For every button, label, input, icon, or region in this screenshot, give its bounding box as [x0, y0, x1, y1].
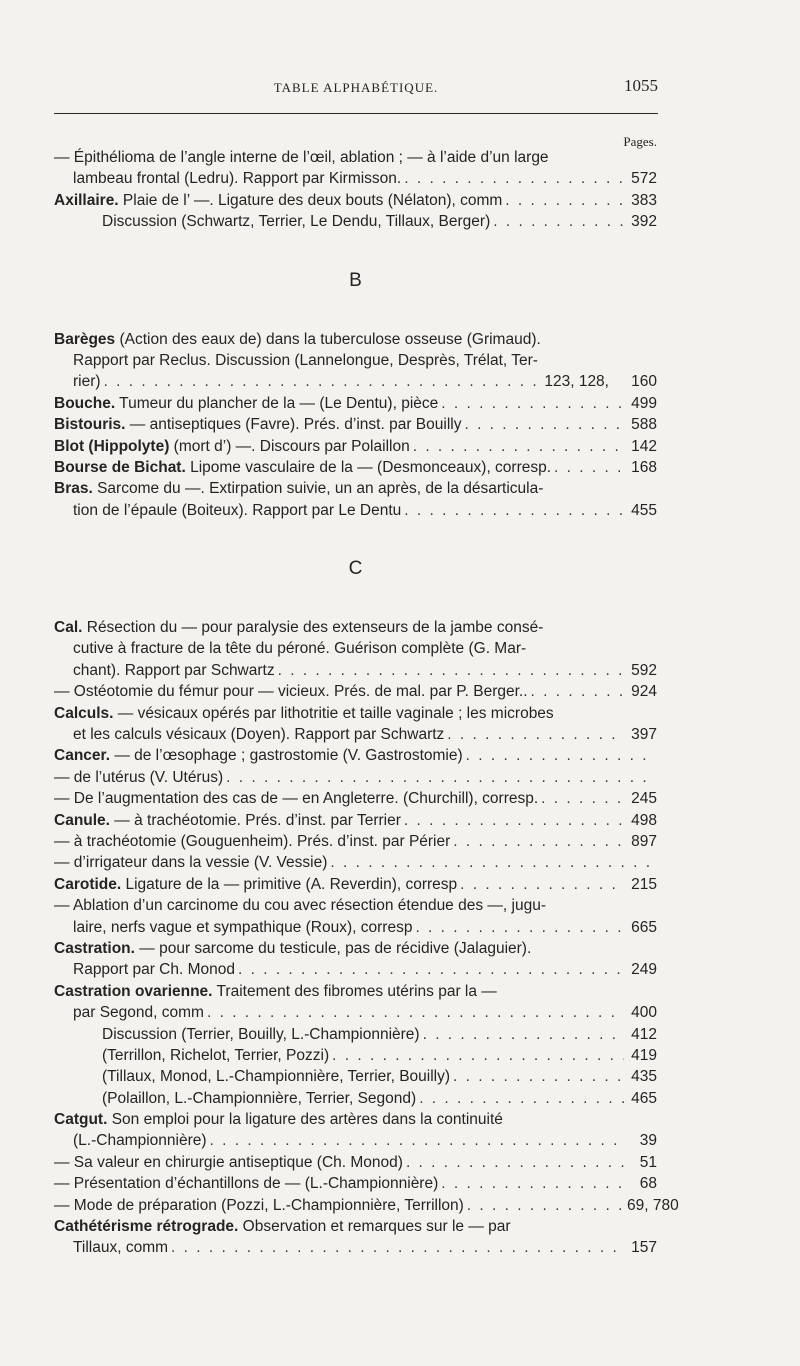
line-text: Cancer. — de l’œsophage ; gastrostomie (V. Gastrostomie): [54, 747, 463, 765]
line-text: Rapport par Reclus. Discussion (Lannelongue, Desprès, Trélat, Ter-: [73, 351, 538, 369]
line-text: Bistouris. — antiseptiques (Favre). Prés. d’inst. par Bouilly: [54, 416, 462, 434]
line-text: Carotide. Ligature de la — primitive (A. Reverdin), corresp: [54, 875, 458, 893]
running-title: TABLE ALPHABÉTIQUE.: [273, 80, 439, 95]
index-line: [54, 1130, 657, 1151]
page-ref: 51: [639, 1153, 657, 1171]
index-line: [54, 938, 657, 959]
index-line: [54, 703, 657, 724]
page-ref: 215: [631, 875, 657, 893]
leader-dots: [505, 190, 624, 211]
page-ref: 383: [631, 191, 657, 209]
index-line: [54, 831, 657, 852]
page-ref: 69, 780: [627, 1196, 679, 1214]
line-text: — de l’utérus (V. Utérus): [54, 768, 224, 786]
index-line: [54, 1045, 657, 1066]
index-line: [54, 1066, 657, 1087]
line-text: — Ostéotomie du fémur pour — vicieux. Prés. de mal. par P. Berger..: [54, 683, 528, 701]
line-text: Canule. — à trachéotomie. Prés. d’inst. par Terrier: [54, 811, 401, 829]
leader-dots: [447, 724, 624, 745]
line-text: (Terrillon, Richelot, Terrier, Pozzi): [102, 1046, 330, 1064]
section-a: [54, 147, 657, 233]
index-line: [54, 371, 657, 392]
index-line: [54, 959, 657, 980]
leader-dots: [404, 168, 624, 189]
page-ref: 392: [631, 213, 657, 231]
index-line: [54, 617, 657, 638]
index-line: [54, 895, 657, 916]
index-line: [54, 660, 657, 681]
index-line: [54, 724, 657, 745]
page-number: 1055: [624, 76, 658, 95]
line-text: Calculs. — vésicaux opérés par lithotritie et taille vaginale ; les microbes: [54, 704, 554, 722]
pages-column-label: Pages.: [623, 134, 657, 149]
page-ref: 245: [631, 790, 657, 808]
line-text: — Présentation d’échantillons de — (L.-Championnière): [54, 1175, 439, 1193]
index-line: [54, 190, 657, 211]
leader-dots: [226, 767, 654, 788]
leader-dots: [466, 745, 654, 766]
index-line: [54, 745, 657, 766]
line-text: Discussion (Terrier, Bouilly, L.-Championnière): [102, 1025, 420, 1043]
line-text: tion de l’épaule (Boiteux). Rapport par Le Dentu: [73, 501, 402, 519]
page-ref: 665: [631, 918, 657, 936]
line-text: Bouche. Tumeur du plancher de la — (Le Dentu), pièce: [54, 394, 439, 412]
page-ref: 157: [631, 1239, 657, 1257]
leader-dots: [406, 1152, 624, 1173]
index-line: [54, 393, 657, 414]
line-text: — Sa valeur en chirurgie antiseptique (Ch. Monod): [54, 1153, 403, 1171]
header-rule: [54, 113, 658, 114]
index-line: [54, 788, 657, 809]
index-line: [54, 1024, 657, 1045]
index-line: [54, 1195, 679, 1216]
line-text: et les calculs vésicaux (Doyen). Rapport par Schwartz: [73, 726, 445, 744]
leader-dots: [453, 1066, 624, 1087]
index-line: [54, 1002, 657, 1023]
index-content: [54, 147, 679, 1259]
index-line: [54, 981, 657, 1002]
line-text: Rapport par Ch. Monod: [73, 961, 235, 979]
page-ref: 168: [631, 458, 657, 476]
leader-dots: [541, 788, 624, 809]
line-text: rier): [73, 373, 101, 391]
index-line: [54, 874, 657, 895]
leader-dots: [453, 831, 624, 852]
index-line: [54, 147, 657, 168]
index-line: [54, 500, 657, 521]
line-text: cutive à fracture de la tête du péroné. Guérison complète (G. Mar-: [73, 640, 527, 658]
leader-dots: [415, 917, 624, 938]
leader-dots: [464, 414, 624, 435]
page-ref: 498: [631, 811, 657, 829]
line-text: Barèges (Action des eaux de) dans la tuberculose osseuse (Grimaud).: [54, 330, 541, 348]
page-ref: 924: [631, 683, 657, 701]
index-line: [54, 329, 657, 350]
line-text: Bras. Sarcome du —. Extirpation suivie, un an après, de la désarticula-: [54, 480, 544, 498]
index-line: [54, 852, 657, 873]
line-text: Catgut. Son emploi pour la ligature des artères dans la continuité: [54, 1111, 503, 1129]
leader-dots: [413, 436, 624, 457]
line-text: — à trachéotomie (Gouguenheim). Prés. d’inst. par Périer: [54, 832, 451, 850]
line-text: Blot (Hippolyte) (mort d’) —. Discours par Polaillon: [54, 437, 410, 455]
line-text: (Tillaux, Monod, L.-Championnière, Terrier, Bouilly): [102, 1068, 451, 1086]
section-c: [54, 617, 679, 1259]
index-line: [54, 1152, 657, 1173]
index-line: [54, 1088, 657, 1109]
leader-dots: [467, 1195, 624, 1216]
line-text: lambeau frontal (Ledru). Rapport par Kirmisson.: [73, 170, 402, 188]
leader-dots: [493, 211, 624, 232]
index-line: [54, 681, 657, 702]
line-text: (L.-Championnière): [73, 1132, 207, 1150]
index-line: [54, 638, 657, 659]
leader-dots: [332, 1045, 624, 1066]
index-line: [54, 1109, 657, 1130]
index-line: [54, 211, 657, 232]
index-line: [54, 1216, 657, 1237]
index-line: [54, 457, 657, 478]
leader-dots: [171, 1237, 624, 1258]
page-ref: 499: [631, 394, 657, 412]
page-ref: 419: [631, 1046, 657, 1064]
page-ref: 435: [631, 1068, 657, 1086]
line-text: Castration. — pour sarcome du testicule, pas de récidive (Jalaguier).: [54, 939, 532, 957]
line-text: par Segond, comm: [73, 1004, 204, 1022]
line-text: laire, nerfs vague et sympathique (Roux), corresp: [73, 918, 413, 936]
leader-dots: [404, 500, 624, 521]
line-text: — Mode de préparation (Pozzi, L.-Championnière, Terrillon): [54, 1196, 464, 1214]
line-text: — De l’augmentation des cas de — en Angleterre. (Churchill), corresp.: [54, 790, 539, 808]
index-line: [54, 1237, 657, 1258]
leader-dots: [207, 1002, 624, 1023]
index-line: [54, 767, 657, 788]
line-text: — Épithélioma de l’angle interne de l’œil, ablation ; — à l’aide d’un large: [54, 149, 549, 166]
line-text: Castration ovarienne. Traitement des fibromes utérins par la —: [54, 982, 497, 1000]
page-ref: 249: [631, 961, 657, 979]
leader-dots: [531, 681, 624, 702]
leader-dots: [419, 1088, 624, 1109]
leader-dots: [238, 959, 624, 980]
leader-dots: [210, 1130, 624, 1151]
index-line: [54, 917, 657, 938]
page-ref: 897: [631, 832, 657, 850]
line-text: Cathétérisme rétrograde. Observation et remarques sur le — par: [54, 1218, 511, 1236]
line-text: Discussion (Schwartz, Terrier, Le Dendu, Tillaux, Berger): [102, 213, 491, 231]
index-line: [54, 478, 657, 499]
leader-dots: [330, 852, 654, 873]
line-text: Cal. Résection du — pour paralysie des extenseurs de la jambe consé-: [54, 619, 544, 637]
index-line: [54, 414, 657, 435]
page-ref: 412: [631, 1025, 657, 1043]
leader-dots: [554, 457, 624, 478]
page-ref-extra: 123, 128,: [544, 373, 609, 391]
leader-dots: [278, 660, 624, 681]
index-line: [54, 1173, 657, 1194]
line-text: — Ablation d’un carcinome du cou avec résection étendue des —, jugu-: [54, 897, 546, 915]
page-ref: 39: [639, 1132, 657, 1150]
page-ref: 142: [631, 437, 657, 455]
running-head: [54, 76, 658, 100]
page-ref: 455: [631, 501, 657, 519]
line-text: — d’irrigateur dans la vessie (V. Vessie): [54, 854, 328, 872]
page-ref: 68: [639, 1175, 657, 1193]
line-text: Axillaire. Plaie de l’ —. Ligature des deux bouts (Nélaton), comm: [54, 191, 503, 209]
line-text: Tillaux, comm: [73, 1239, 169, 1257]
index-line: [54, 436, 657, 457]
line-text: (Polaillon, L.-Championnière, Terrier, Segond): [102, 1089, 417, 1107]
index-line: [54, 810, 657, 831]
page-ref: 572: [631, 170, 657, 188]
page-ref: 400: [631, 1004, 657, 1022]
section-letter-b: B: [349, 269, 362, 291]
page-ref: 397: [631, 726, 657, 744]
index-line: [54, 168, 657, 189]
leader-dots: [104, 371, 542, 392]
leader-dots: [441, 1173, 624, 1194]
leader-dots: [423, 1024, 624, 1045]
page-ref: 588: [631, 416, 657, 434]
leader-dots: [460, 874, 624, 895]
line-text: chant). Rapport par Schwartz: [73, 661, 275, 679]
section-letter-c: C: [348, 558, 363, 580]
leader-dots: [404, 810, 624, 831]
page-ref: 160: [631, 373, 657, 391]
leader-dots: [441, 393, 624, 414]
section-b: [54, 329, 657, 522]
line-text: Bourse de Bichat. Lipome vasculaire de la — (Desmonceaux), corresp.: [54, 458, 552, 476]
index-line: [54, 350, 657, 371]
page-ref: 465: [631, 1089, 657, 1107]
page-ref: 592: [631, 661, 657, 679]
